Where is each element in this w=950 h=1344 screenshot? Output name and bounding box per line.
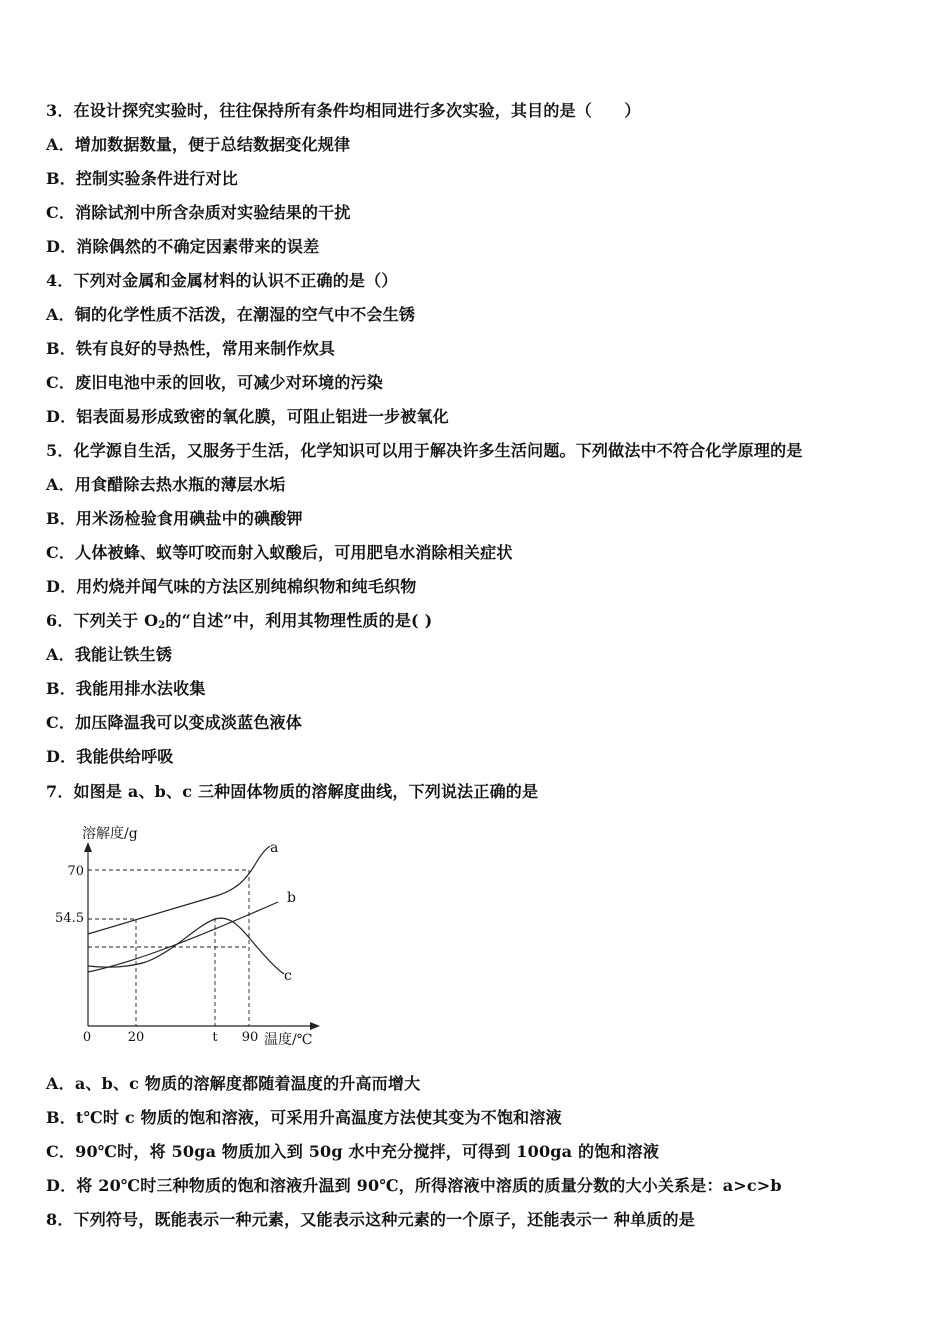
curve-a [88,846,270,934]
q6-option-d: D．我能供给呼吸 [46,747,174,766]
q3-option-a: A．增加数据数量，便于总结数据变化规律 [46,135,351,154]
q5-option-b: B．用米汤检验食用碘盐中的碘酸钾 [46,509,303,528]
x-tick-90: 90 [241,1030,259,1045]
q7-option-b: B．t℃时 c 物质的饱和溶液，可采用升高温度方法使其变为不饱和溶液 [46,1108,562,1127]
q8-stem: 8．下列符号，既能表示一种元素，又能表示这种元素的一个原子，还能表示一 种单质的是 [46,1210,695,1229]
q6-option-c: C．加压降温我可以变成淡蓝色液体 [46,713,302,732]
x-tick-20: 20 [127,1030,145,1045]
q4-option-b: B．铁有良好的导热性，常用来制作炊具 [46,339,336,358]
q3-option-c: C．消除试剂中所含杂质对实验结果的干扰 [46,203,351,222]
q6-stem [46,611,432,636]
curve-label-a: a [270,840,279,856]
curve-c [88,918,284,974]
y-axis-label: 溶解度/g [82,826,138,842]
q5-option-c: C．人体被蜂、蚁等叮咬而射入蚁酸后，可用肥皂水消除相关症状 [46,543,513,562]
q6-stem-after: 的“自述”中，利用其物理性质的是( ) [165,611,433,630]
q5-option-d: D．用灼烧并闻气味的方法区别纯棉织物和纯毛织物 [46,577,417,596]
x-tick-t: t [212,1030,218,1045]
q4-option-a: A．铜的化学性质不活泼，在潮湿的空气中不会生锈 [46,305,416,324]
q7-option-c: C．90℃时，将 50ga 物质加入到 50g 水中充分搅拌，可得到 100ga 的饱和溶液 [46,1142,660,1161]
y-tick-54-5: 54.5 [55,911,84,926]
q4-option-d: D．铝表面易形成致密的氧化膜，可阻止铝进一步被氧化 [46,407,449,426]
x-axis-label: 温度/℃ [264,1032,313,1048]
q6-stem-subscript: 2 [158,620,166,631]
q3-option-d: D．消除偶然的不确定因素带来的误差 [46,237,320,256]
q7-stem: 7．如图是 a、b、c 三种固体物质的溶解度曲线，下列说法正确的是 [46,782,539,801]
q5-stem: 5．化学源自生活，又服务于生活，化学知识可以用于解决许多生活问题。下列做法中不符合化学原理的是 [46,441,803,460]
curve-b [88,902,278,972]
curve-label-c: c [284,968,292,984]
q5-option-a: A．用食醋除去热水瓶的薄层水垢 [46,475,286,494]
x-tick-0: 0 [82,1030,92,1045]
q3-stem: 3．在设计探究实验时，往往保持所有条件均相同进行多次实验，其目的是（ ） [46,101,641,120]
q7-option-a: A．a、b、c 物质的溶解度都随着温度的升高而增大 [46,1074,421,1093]
q7-option-d: D．将 20℃时三种物质的饱和溶液升温到 90℃，所得溶液中溶质的质量分数的大小关系是：a>c>b [46,1176,782,1195]
q3-option-b: B．控制实验条件进行对比 [46,169,238,188]
q4-option-c: C．废旧电池中汞的回收，可减少对环境的污染 [46,373,383,392]
solubility-curve-chart [46,818,336,1058]
y-axis-arrow [84,842,92,852]
q4-stem: 4．下列对金属和金属材料的认识不正确的是（） [46,271,398,290]
q6-stem-before: 6．下列关于 O [46,611,159,630]
y-tick-70: 70 [67,864,84,879]
curve-label-b: b [287,890,296,906]
q6-option-a: A．我能让铁生锈 [46,645,173,664]
x-axis-arrow [310,1022,320,1030]
q6-option-b: B．我能用排水法收集 [46,679,206,698]
